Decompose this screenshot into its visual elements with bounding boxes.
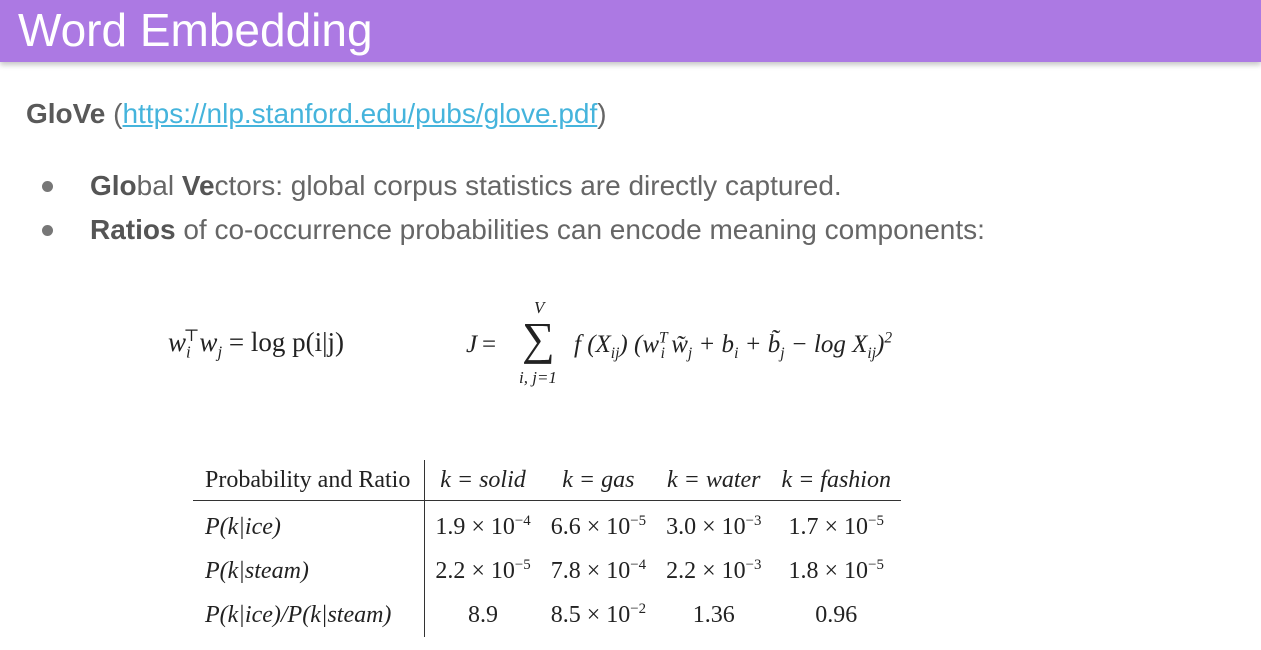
table-cell — [656, 501, 771, 550]
table-row — [193, 501, 901, 550]
eq2-wtilde: w̃ — [664, 331, 688, 358]
summation-icon: ∑ — [522, 313, 555, 364]
eq1-w: w — [168, 327, 187, 357]
cell-mantissa: 8.9 — [468, 601, 498, 628]
equation-glove-objective — [466, 300, 986, 390]
header-k-water: k = water — [656, 460, 771, 501]
co-occurrence-table — [193, 460, 901, 637]
cell-exponent: −4 — [630, 556, 647, 573]
equation-dot-product-log-prob — [168, 326, 344, 362]
paren-close: ) — [597, 98, 607, 129]
bullet-dot-icon — [42, 225, 53, 236]
row-label: P(k|steam) — [193, 549, 425, 593]
header-probability-ratio: Probability and Ratio — [193, 460, 425, 501]
eq1-sub-i: i — [186, 342, 191, 362]
cell-exponent: −5 — [868, 556, 884, 573]
eq2-sub-ij2: ij — [867, 345, 877, 362]
eq2-close: ) — [876, 331, 885, 358]
cell-mantissa: 1.9 × 10 — [435, 513, 515, 540]
cell-mantissa: 1.7 × 10 — [788, 513, 869, 540]
title-bar — [0, 0, 1261, 62]
cell-exponent: −3 — [745, 556, 762, 573]
header-k-gas: k = gas — [541, 460, 656, 501]
glove-reference — [26, 96, 607, 132]
eq2-sup-T: T — [659, 329, 668, 347]
eq2-sum-upper: V — [534, 298, 545, 317]
eq2-J: J — [466, 331, 478, 358]
slide-title: Word Embedding — [18, 4, 373, 56]
eq1-transpose: ⊤ — [183, 326, 200, 345]
cell-mantissa: 1.8 × 10 — [788, 557, 869, 584]
eq2-fX: f (X — [574, 331, 611, 358]
eq2-sum-lower: i, j=1 — [519, 368, 557, 387]
probability-ratio-table — [193, 460, 901, 637]
eq2-log: − log X — [784, 331, 868, 358]
bullet-ratios — [38, 212, 985, 256]
table-row — [193, 593, 901, 637]
table-cell — [425, 501, 541, 550]
bullet-list — [38, 168, 985, 256]
eq2-equals: = — [482, 331, 497, 358]
cell-mantissa: 0.96 — [815, 601, 858, 628]
table-cell — [541, 501, 656, 550]
header-k-fashion: k = fashion — [771, 460, 901, 501]
row-label: P(k|ice)/P(k|steam) — [193, 593, 425, 637]
cell-mantissa: 1.36 — [692, 601, 735, 628]
cell-mantissa: 6.6 × 10 — [550, 513, 631, 540]
eq2-bi: + b — [692, 331, 735, 358]
table-cell — [656, 549, 771, 593]
cell-exponent: −2 — [630, 600, 647, 617]
bullet-text-bal: bal — [136, 170, 182, 201]
cell-exponent: −5 — [514, 556, 531, 573]
table-cell — [425, 593, 541, 637]
paren-open: ( — [113, 98, 123, 129]
table-cell — [541, 593, 656, 637]
bullet-bold-ve: Ve — [181, 170, 215, 201]
cell-exponent: −5 — [630, 512, 647, 529]
cell-mantissa: 8.5 × 10 — [550, 601, 631, 628]
table-row — [193, 549, 901, 593]
eq2-bj: + b̃ — [738, 331, 781, 358]
table-cell — [425, 549, 541, 593]
table-cell — [771, 501, 901, 550]
cell-mantissa: 3.0 × 10 — [666, 513, 746, 540]
eq2-square: 2 — [884, 329, 893, 347]
bullet-text-rest: ctors: global corpus statistics are directly captured. — [214, 170, 842, 201]
table-header-row — [193, 460, 901, 501]
eq2-sub-j: j — [687, 345, 693, 362]
glove-name: GloVe — [26, 98, 106, 129]
table-cell — [771, 549, 901, 593]
cell-mantissa: 2.2 × 10 — [435, 557, 515, 584]
eq2-w: ) (w — [619, 331, 659, 358]
bullet-global-vectors — [38, 168, 985, 212]
bullet-bold-glo: Glo — [90, 170, 137, 201]
bullet-dot-icon — [42, 181, 53, 192]
table-cell — [656, 593, 771, 637]
header-k-solid: k = solid — [425, 460, 541, 501]
eq2-sub-i2: i — [734, 345, 739, 362]
row-label: P(k|ice) — [193, 501, 425, 550]
table-cell — [771, 593, 901, 637]
bullet-text-rest: of co-occurrence probabilities can encode meaning components: — [175, 214, 985, 245]
cell-exponent: −5 — [868, 512, 884, 529]
eq1-wj: w — [199, 327, 218, 357]
cell-mantissa: 7.8 × 10 — [550, 557, 631, 584]
bullet-bold-ratios: Ratios — [90, 214, 176, 245]
eq1-rhs: = log p(i|j) — [222, 327, 344, 357]
eq2-sub-j2: j — [780, 345, 785, 362]
eq2-sub-ij: ij — [610, 345, 620, 362]
cell-exponent: −3 — [745, 512, 762, 529]
glove-paper-link[interactable]: https://nlp.stanford.edu/pubs/glove.pdf — [122, 98, 598, 129]
eq1-sub-j: j — [217, 342, 223, 362]
cell-mantissa: 2.2 × 10 — [666, 557, 746, 584]
eq2-sub-i: i — [660, 345, 665, 362]
table-cell — [541, 549, 656, 593]
cell-exponent: −4 — [514, 512, 531, 529]
eq2-body — [574, 329, 893, 362]
